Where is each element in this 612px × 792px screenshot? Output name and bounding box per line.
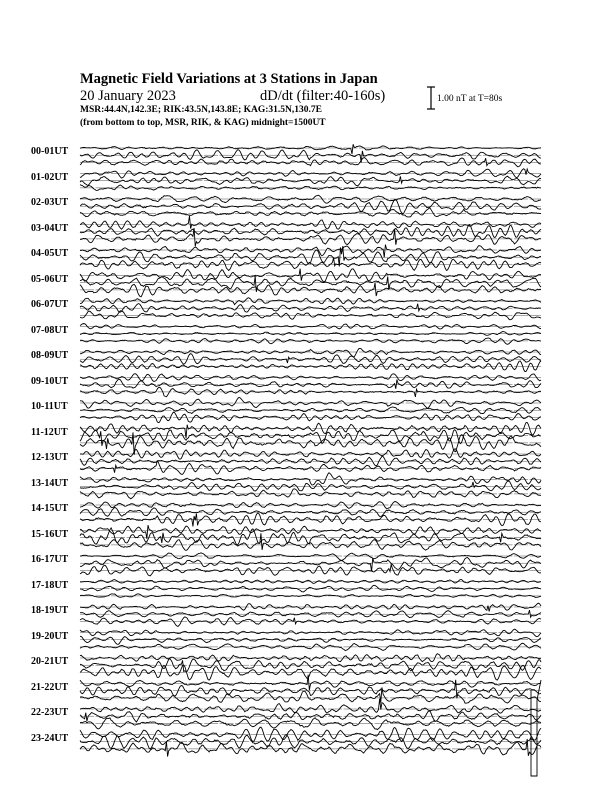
- trace-kag-20-21ut: [80, 654, 541, 662]
- trace-kag-05-06ut: [80, 269, 541, 282]
- hour-label: 18-19UT: [31, 605, 69, 616]
- trace-rik-11-12ut: [80, 430, 541, 446]
- trace-kag-13-14ut: [80, 473, 541, 485]
- hour-label: 15-16UT: [31, 528, 69, 540]
- trace-kag-04-05ut: [80, 245, 541, 258]
- hour-label: 21-22UT: [31, 681, 69, 693]
- hour-label: 06-07UT: [31, 299, 69, 310]
- trace-kag-08-09ut: [80, 348, 541, 356]
- trace-rik-00-01ut: [80, 150, 541, 163]
- trace-rik-14-15ut: [80, 507, 541, 516]
- trace-msr-02-03ut: [80, 208, 541, 217]
- trace-msr-14-15ut: [80, 513, 541, 526]
- trace-kag-21-22ut: [80, 675, 541, 690]
- hour-label: 01-02UT: [31, 171, 69, 183]
- trace-kag-18-19ut: [80, 603, 541, 611]
- stations-line: MSR:44.4N,142.3E; RIK:43.5N,143.8E; KAG:31.5N,130.7E: [80, 105, 322, 115]
- trace-rik-21-22ut: [80, 680, 541, 698]
- trace-rik-07-08ut: [80, 331, 541, 335]
- hour-label: 10-11UT: [31, 401, 68, 412]
- trace-kag-00-01ut: [80, 144, 541, 154]
- hour-label: 16-17UT: [31, 554, 69, 565]
- hour-label: 20-21UT: [31, 656, 69, 667]
- trace-rik-19-20ut: [80, 636, 541, 644]
- hour-label: 23-24UT: [31, 732, 69, 744]
- hour-label: 03-04UT: [31, 222, 69, 234]
- trace-msr-04-05ut: [80, 258, 541, 271]
- trace-rik-09-10ut: [80, 379, 541, 388]
- trace-rik-18-19ut: [80, 610, 541, 618]
- trace-kag-16-17ut: [80, 553, 541, 561]
- trace-kag-07-08ut: [80, 324, 541, 329]
- hour-label: 08-09UT: [31, 350, 69, 361]
- hour-label: 17-18UT: [31, 579, 69, 591]
- chart-quantity: dD/dt (filter:40-160s): [260, 88, 386, 104]
- trace-kag-19-20ut: [80, 629, 541, 637]
- trace-kag-02-03ut: [80, 195, 541, 203]
- hour-label: 22-23UT: [31, 707, 69, 718]
- trace-kag-03-04ut: [80, 216, 541, 229]
- hour-label: 00-01UT: [31, 146, 69, 157]
- hour-label: 04-05UT: [31, 248, 69, 259]
- trace-rik-01-02ut: [80, 176, 541, 186]
- hour-label: 05-06UT: [31, 273, 69, 285]
- hour-label: 14-15UT: [31, 503, 69, 514]
- trace-msr-16-17ut: [80, 564, 541, 576]
- hour-label: 07-08UT: [31, 324, 69, 336]
- trace-tail-spike: [531, 680, 541, 776]
- hour-label: 12-13UT: [31, 452, 69, 463]
- hour-label: 19-20UT: [31, 630, 69, 642]
- trace-msr-07-08ut: [80, 338, 541, 344]
- trace-rik-08-09ut: [80, 354, 541, 365]
- trace-msr-18-19ut: [80, 617, 541, 627]
- trace-msr-17-18ut: [80, 594, 541, 598]
- trace-kag-10-11ut: [80, 397, 541, 408]
- trace-rik-06-07ut: [80, 304, 541, 313]
- order-line: (from bottom to top, MSR, RIK, & KAG) midnight=1500UT: [80, 118, 326, 128]
- trace-rik-02-03ut: [80, 199, 541, 213]
- hour-label: 11-12UT: [31, 426, 68, 438]
- trace-kag-23-24ut: [80, 727, 541, 741]
- scale-label: 1.00 nT at T=80s: [437, 94, 503, 104]
- trace-msr-09-10ut: [80, 387, 541, 397]
- hour-label: 09-10UT: [31, 375, 69, 387]
- chart-title: Magnetic Field Variations at 3 Stations in Japan: [80, 71, 378, 87]
- trace-msr-01-02ut: [80, 185, 541, 191]
- hour-label: 13-14UT: [31, 477, 69, 489]
- hour-label: 02-03UT: [31, 197, 69, 208]
- chart-date: 20 January 2023: [80, 88, 176, 104]
- trace-msr-12-13ut: [80, 461, 541, 474]
- trace-rik-22-23ut: [80, 711, 541, 722]
